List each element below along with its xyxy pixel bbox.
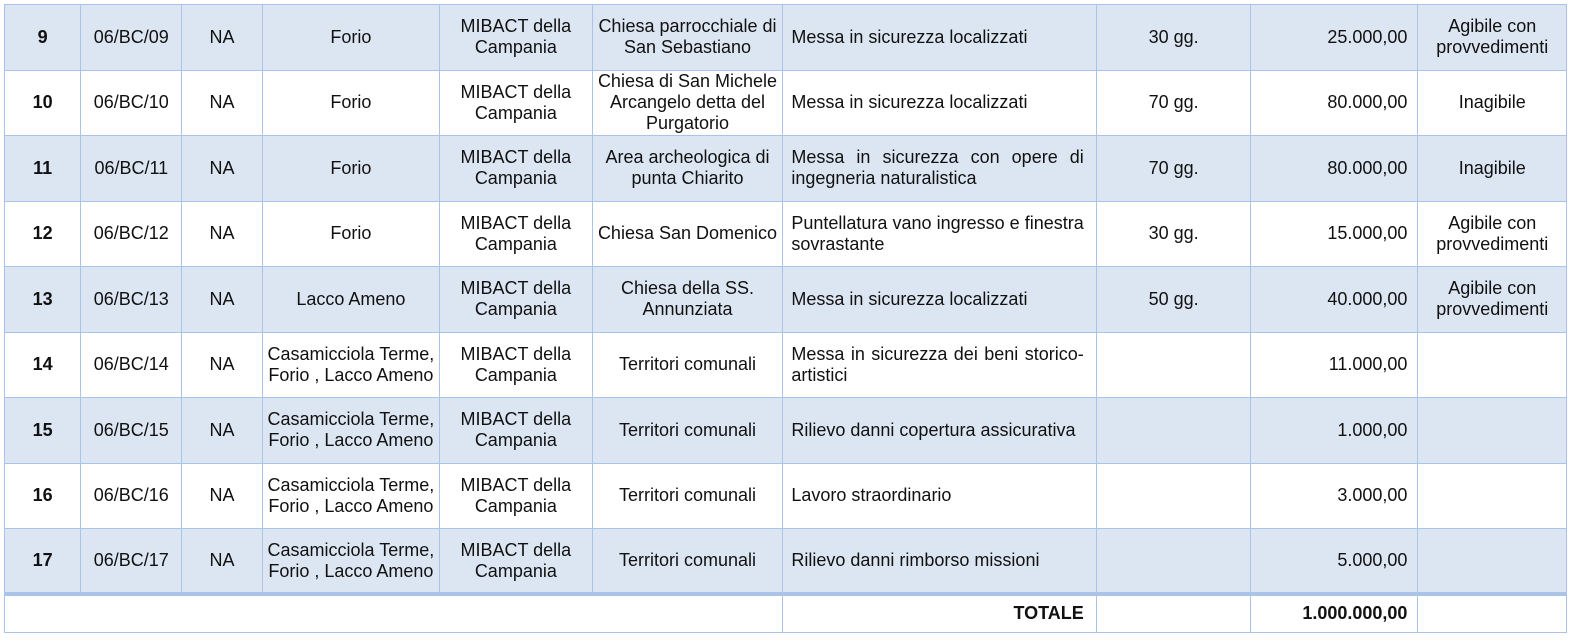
table-row bbox=[5, 332, 1567, 398]
municipality-cell: Forio bbox=[262, 70, 439, 136]
duration-cell bbox=[1096, 463, 1251, 529]
asset-cell: Territori comunali bbox=[592, 463, 783, 529]
asset-cell: Territori comunali bbox=[592, 398, 783, 464]
total-label: TOTALE bbox=[783, 594, 1096, 632]
status-cell bbox=[1418, 529, 1567, 595]
intervention-cell: Messa in sicurezza localizzati bbox=[783, 70, 1096, 136]
intervention-cell: Puntellatura vano ingresso e finestra sovrastante bbox=[783, 201, 1096, 267]
table-row bbox=[5, 136, 1567, 202]
duration-cell: 70 gg. bbox=[1096, 136, 1251, 202]
province-cell: NA bbox=[182, 136, 262, 202]
code-cell: 06/BC/11 bbox=[81, 136, 182, 202]
row-number-cell: 15 bbox=[5, 398, 81, 464]
duration-cell bbox=[1096, 398, 1251, 464]
row-number-cell: 10 bbox=[5, 70, 81, 136]
authority-cell: MIBACT della Campania bbox=[440, 529, 593, 595]
amount-cell: 15.000,00 bbox=[1251, 201, 1418, 267]
amount-cell: 80.000,00 bbox=[1251, 136, 1418, 202]
duration-cell bbox=[1096, 332, 1251, 398]
amount-cell: 80.000,00 bbox=[1251, 70, 1418, 136]
table-row bbox=[5, 463, 1567, 529]
status-cell bbox=[1418, 332, 1567, 398]
total-value: 1.000.000,00 bbox=[1251, 594, 1418, 632]
authority-cell: MIBACT della Campania bbox=[440, 332, 593, 398]
status-cell: Agibile con provvedimenti bbox=[1418, 201, 1567, 267]
duration-cell: 30 gg. bbox=[1096, 5, 1251, 71]
authority-cell: MIBACT della Campania bbox=[440, 398, 593, 464]
intervention-cell: Messa in sicurezza con opere di ingegneria naturalistica bbox=[783, 136, 1096, 202]
amount-cell: 40.000,00 bbox=[1251, 267, 1418, 333]
province-cell: NA bbox=[182, 5, 262, 71]
intervention-cell: Messa in sicurezza localizzati bbox=[783, 5, 1096, 71]
table-row bbox=[5, 70, 1567, 136]
row-number-cell: 11 bbox=[5, 136, 81, 202]
table-row bbox=[5, 267, 1567, 333]
municipality-cell: Casamicciola Terme, Forio , Lacco Ameno bbox=[262, 398, 439, 464]
table-body bbox=[5, 5, 1567, 633]
total-spacer bbox=[5, 594, 783, 632]
province-cell: NA bbox=[182, 332, 262, 398]
status-cell: Inagibile bbox=[1418, 70, 1567, 136]
authority-cell: MIBACT della Campania bbox=[440, 70, 593, 136]
province-cell: NA bbox=[182, 398, 262, 464]
municipality-cell: Casamicciola Terme, Forio , Lacco Ameno bbox=[262, 529, 439, 595]
intervention-cell: Rilievo danni rimborso missioni bbox=[783, 529, 1096, 595]
status-cell bbox=[1418, 463, 1567, 529]
municipality-cell: Casamicciola Terme, Forio , Lacco Ameno bbox=[262, 463, 439, 529]
authority-cell: MIBACT della Campania bbox=[440, 463, 593, 529]
intervention-cell: Lavoro straordinario bbox=[783, 463, 1096, 529]
municipality-cell: Lacco Ameno bbox=[262, 267, 439, 333]
table-row bbox=[5, 529, 1567, 595]
amount-cell: 1.000,00 bbox=[1251, 398, 1418, 464]
total-row bbox=[5, 594, 1567, 632]
total-duration-spacer bbox=[1096, 594, 1251, 632]
interventions-table bbox=[4, 4, 1567, 633]
authority-cell: MIBACT della Campania bbox=[440, 136, 593, 202]
code-cell: 06/BC/09 bbox=[81, 5, 182, 71]
province-cell: NA bbox=[182, 201, 262, 267]
asset-cell: Territori comunali bbox=[592, 332, 783, 398]
municipality-cell: Forio bbox=[262, 136, 439, 202]
province-cell: NA bbox=[182, 70, 262, 136]
total-status-spacer bbox=[1418, 594, 1567, 632]
table-row bbox=[5, 201, 1567, 267]
duration-cell bbox=[1096, 529, 1251, 595]
intervention-cell: Rilievo danni copertura assicurativa bbox=[783, 398, 1096, 464]
duration-cell: 50 gg. bbox=[1096, 267, 1251, 333]
municipality-cell: Forio bbox=[262, 5, 439, 71]
table-row bbox=[5, 398, 1567, 464]
row-number-cell: 9 bbox=[5, 5, 81, 71]
row-number-cell: 17 bbox=[5, 529, 81, 595]
duration-cell: 30 gg. bbox=[1096, 201, 1251, 267]
authority-cell: MIBACT della Campania bbox=[440, 5, 593, 71]
asset-cell: Chiesa San Domenico bbox=[592, 201, 783, 267]
code-cell: 06/BC/12 bbox=[81, 201, 182, 267]
code-cell: 06/BC/17 bbox=[81, 529, 182, 595]
intervention-cell: Messa in sicurezza dei beni storico-artistici bbox=[783, 332, 1096, 398]
code-cell: 06/BC/10 bbox=[81, 70, 182, 136]
status-cell: Agibile con provvedimenti bbox=[1418, 5, 1567, 71]
code-cell: 06/BC/16 bbox=[81, 463, 182, 529]
province-cell: NA bbox=[182, 267, 262, 333]
asset-cell: Chiesa parrocchiale di San Sebastiano bbox=[592, 5, 783, 71]
province-cell: NA bbox=[182, 463, 262, 529]
amount-cell: 5.000,00 bbox=[1251, 529, 1418, 595]
table-row bbox=[5, 5, 1567, 71]
row-number-cell: 12 bbox=[5, 201, 81, 267]
amount-cell: 3.000,00 bbox=[1251, 463, 1418, 529]
code-cell: 06/BC/13 bbox=[81, 267, 182, 333]
authority-cell: MIBACT della Campania bbox=[440, 201, 593, 267]
code-cell: 06/BC/15 bbox=[81, 398, 182, 464]
row-number-cell: 13 bbox=[5, 267, 81, 333]
status-cell: Inagibile bbox=[1418, 136, 1567, 202]
asset-cell: Territori comunali bbox=[592, 529, 783, 595]
status-cell bbox=[1418, 398, 1567, 464]
row-number-cell: 14 bbox=[5, 332, 81, 398]
asset-cell: Area archeologica di punta Chiarito bbox=[592, 136, 783, 202]
intervention-cell: Messa in sicurezza localizzati bbox=[783, 267, 1096, 333]
municipality-cell: Forio bbox=[262, 201, 439, 267]
amount-cell: 25.000,00 bbox=[1251, 5, 1418, 71]
status-cell: Agibile con provvedimenti bbox=[1418, 267, 1567, 333]
province-cell: NA bbox=[182, 529, 262, 595]
municipality-cell: Casamicciola Terme, Forio , Lacco Ameno bbox=[262, 332, 439, 398]
duration-cell: 70 gg. bbox=[1096, 70, 1251, 136]
code-cell: 06/BC/14 bbox=[81, 332, 182, 398]
amount-cell: 11.000,00 bbox=[1251, 332, 1418, 398]
asset-cell: Chiesa della SS. Annunziata bbox=[592, 267, 783, 333]
authority-cell: MIBACT della Campania bbox=[440, 267, 593, 333]
row-number-cell: 16 bbox=[5, 463, 81, 529]
asset-cell: Chiesa di San Michele Arcangelo detta del Purgatorio bbox=[592, 70, 783, 136]
